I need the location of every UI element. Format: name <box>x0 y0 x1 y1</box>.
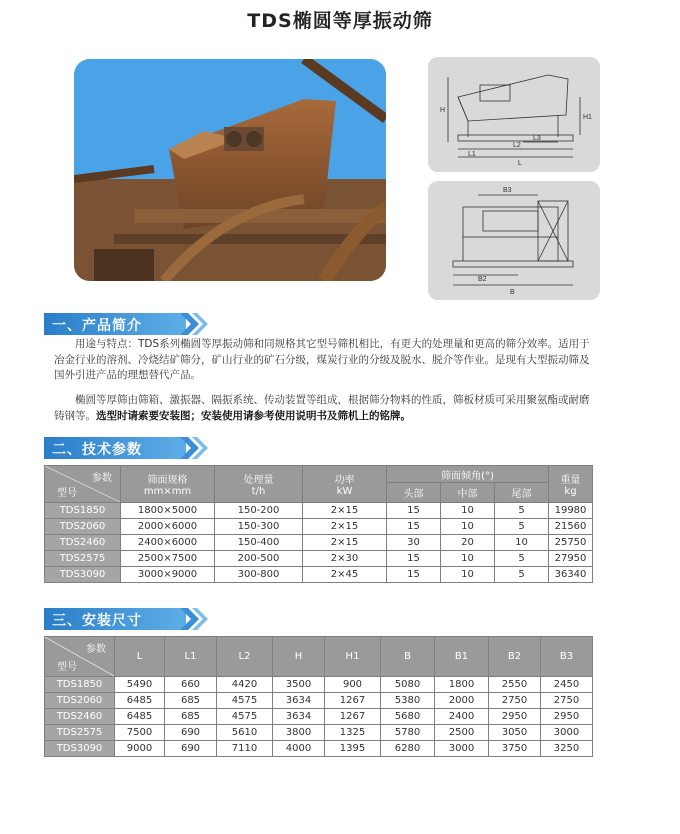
table-cell: 150-400 <box>215 535 303 551</box>
table-cell: 200-500 <box>215 551 303 567</box>
table-cell: 150-200 <box>215 503 303 519</box>
table-cell: 5080 <box>381 677 435 693</box>
header-incline: 筛面倾角(°) <box>387 466 549 483</box>
header-b: B <box>381 637 435 677</box>
table-row <box>45 503 593 519</box>
table-cell: 3634 <box>273 709 325 725</box>
page-title: TDS椭圆等厚振动筛 <box>247 10 433 32</box>
svg-text:B3: B3 <box>503 187 512 194</box>
table-cell: 2950 <box>489 709 541 725</box>
side-view-drawing <box>428 57 600 172</box>
header-param-model: 参数 型号 <box>45 466 121 503</box>
table-cell: TDS2060 <box>45 693 115 709</box>
table-cell: 3000×9000 <box>121 567 215 583</box>
header-l2: L2 <box>217 637 273 677</box>
table-cell: 15 <box>387 551 441 567</box>
svg-text:B: B <box>510 289 515 296</box>
table-cell: 2000×6000 <box>121 519 215 535</box>
table-cell: 27950 <box>549 551 593 567</box>
table-cell: 10 <box>441 503 495 519</box>
table-cell: 4575 <box>217 693 273 709</box>
table-cell: TDS1850 <box>45 503 121 519</box>
table-cell: 2×30 <box>303 551 387 567</box>
table-cell: 900 <box>325 677 381 693</box>
header-b2: B2 <box>489 637 541 677</box>
table-cell: 300-800 <box>215 567 303 583</box>
table-row <box>45 567 593 583</box>
table-cell: 4420 <box>217 677 273 693</box>
table-cell: 2×15 <box>303 519 387 535</box>
table-cell: 3000 <box>541 725 593 741</box>
table-cell: 5380 <box>381 693 435 709</box>
table-cell: 1800×5000 <box>121 503 215 519</box>
svg-text:L1: L1 <box>468 151 476 158</box>
table-cell: 10 <box>441 519 495 535</box>
table-row <box>45 741 593 757</box>
header-capacity: 处理量 t/h <box>215 466 303 503</box>
header-h1: H1 <box>325 637 381 677</box>
table-row <box>45 709 593 725</box>
header-param-model: 参数 型号 <box>45 637 115 677</box>
header-screen-size: 筛面规格 mm×mm <box>121 466 215 503</box>
install-dimensions-table <box>44 636 593 757</box>
table-cell: 2750 <box>489 693 541 709</box>
header-l: L <box>115 637 165 677</box>
table-cell: TDS1850 <box>45 677 115 693</box>
table-cell: TDS3090 <box>45 567 121 583</box>
header-power: 功率 kW <box>303 466 387 503</box>
tech-params-table <box>44 465 593 583</box>
table-cell: 21560 <box>549 519 593 535</box>
table-cell: 15 <box>387 567 441 583</box>
table-cell: 1325 <box>325 725 381 741</box>
header-tail: 尾部 <box>495 483 549 503</box>
table-cell: 10 <box>441 551 495 567</box>
svg-text:H: H <box>440 107 446 114</box>
table-cell: 5 <box>495 567 549 583</box>
header-middle: 中部 <box>441 483 495 503</box>
table-row <box>45 725 593 741</box>
table-cell: 2500×7500 <box>121 551 215 567</box>
table-cell: 15 <box>387 503 441 519</box>
table-cell: 10 <box>495 535 549 551</box>
table-cell: 5 <box>495 503 549 519</box>
chevron-right-icon <box>180 608 210 630</box>
table-cell: 6280 <box>381 741 435 757</box>
table-row <box>45 519 593 535</box>
table-cell: TDS2460 <box>45 535 121 551</box>
table-cell: 5610 <box>217 725 273 741</box>
header-b3: B3 <box>541 637 593 677</box>
table-cell: 5 <box>495 551 549 567</box>
header-head: 头部 <box>387 483 441 503</box>
table-cell: 7110 <box>217 741 273 757</box>
table-cell: 5490 <box>115 677 165 693</box>
table-cell: 5 <box>495 519 549 535</box>
table-cell: 690 <box>165 741 217 757</box>
table-row <box>45 551 593 567</box>
svg-text:L2: L2 <box>513 142 521 149</box>
table-cell: 1267 <box>325 709 381 725</box>
table-cell: 150-300 <box>215 519 303 535</box>
table-cell: 3050 <box>489 725 541 741</box>
end-view-drawing <box>428 181 600 300</box>
table-cell: 4575 <box>217 709 273 725</box>
table-cell: 7500 <box>115 725 165 741</box>
header-weight: 重量 kg <box>549 466 593 503</box>
table-cell: 19980 <box>549 503 593 519</box>
table-cell: 5780 <box>381 725 435 741</box>
table-cell: 660 <box>165 677 217 693</box>
intro-paragraph-1: 用途与特点：TDS系列椭圆等厚振动筛和同规格其它型号筛机相比，有更大的处理量和更高的筛分效率。适用于冶金行业的溶剂、冷烧结矿筛分，矿山行业的矿石分级，煤炭行业的分级及脱水、脱介等作业。是现有大型振动筛及国外引进产品的理想替代产品。 <box>54 338 590 381</box>
table-cell: 1267 <box>325 693 381 709</box>
table-cell: 2750 <box>541 693 593 709</box>
table-cell: 9000 <box>115 741 165 757</box>
table-cell: 1800 <box>435 677 489 693</box>
table-cell: 2550 <box>489 677 541 693</box>
table-row <box>45 693 593 709</box>
table-cell: TDS2575 <box>45 551 121 567</box>
svg-text:H1: H1 <box>583 114 592 121</box>
svg-text:B2: B2 <box>478 276 487 283</box>
table-cell: 36340 <box>549 567 593 583</box>
table-cell: 685 <box>165 693 217 709</box>
table-cell: 2500 <box>435 725 489 741</box>
table-row <box>45 677 593 693</box>
table-cell: 2×45 <box>303 567 387 583</box>
table-cell: TDS2575 <box>45 725 115 741</box>
table-cell: 3750 <box>489 741 541 757</box>
table-cell: 30 <box>387 535 441 551</box>
table-cell: 2400×6000 <box>121 535 215 551</box>
table-cell: 6485 <box>115 693 165 709</box>
table-cell: 10 <box>441 567 495 583</box>
intro-paragraph-2: 椭圆等厚筛由筛箱、激振器、隔振系统、传动装置等组成，根据筛分物料的性质，筛板材质可采用聚氨酯或耐磨铸钢等。选型时请索要安装图；安装使用请参考使用说明书及筛机上的铭牌。 <box>54 394 590 422</box>
table-cell: TDS2060 <box>45 519 121 535</box>
table-cell: 690 <box>165 725 217 741</box>
header-b1: B1 <box>435 637 489 677</box>
table-cell: 3000 <box>435 741 489 757</box>
table-cell: 2450 <box>541 677 593 693</box>
table-cell: TDS2460 <box>45 709 115 725</box>
table-cell: 4000 <box>273 741 325 757</box>
table-cell: TDS3090 <box>45 741 115 757</box>
table-cell: 3250 <box>541 741 593 757</box>
svg-text:L: L <box>518 160 522 167</box>
table-row <box>45 535 593 551</box>
intro-note: 选型时请索要安装图；安装使用请参考使用说明书及筛机上的铭牌。 <box>96 409 411 422</box>
table-cell: 6485 <box>115 709 165 725</box>
chevron-right-icon <box>180 437 210 459</box>
product-photo <box>74 59 386 281</box>
table-cell: 3634 <box>273 693 325 709</box>
table-cell: 3500 <box>273 677 325 693</box>
table-cell: 2×15 <box>303 535 387 551</box>
table-cell: 2950 <box>541 709 593 725</box>
header-h: H <box>273 637 325 677</box>
table-cell: 685 <box>165 709 217 725</box>
table-cell: 2000 <box>435 693 489 709</box>
table-cell: 5680 <box>381 709 435 725</box>
chevron-right-icon <box>180 313 210 335</box>
table-cell: 3800 <box>273 725 325 741</box>
table-cell: 15 <box>387 519 441 535</box>
header-l1: L1 <box>165 637 217 677</box>
table-cell: 20 <box>441 535 495 551</box>
svg-text:L3: L3 <box>533 135 541 142</box>
table-cell: 2×15 <box>303 503 387 519</box>
table-cell: 25750 <box>549 535 593 551</box>
table-cell: 2400 <box>435 709 489 725</box>
table-cell: 1395 <box>325 741 381 757</box>
